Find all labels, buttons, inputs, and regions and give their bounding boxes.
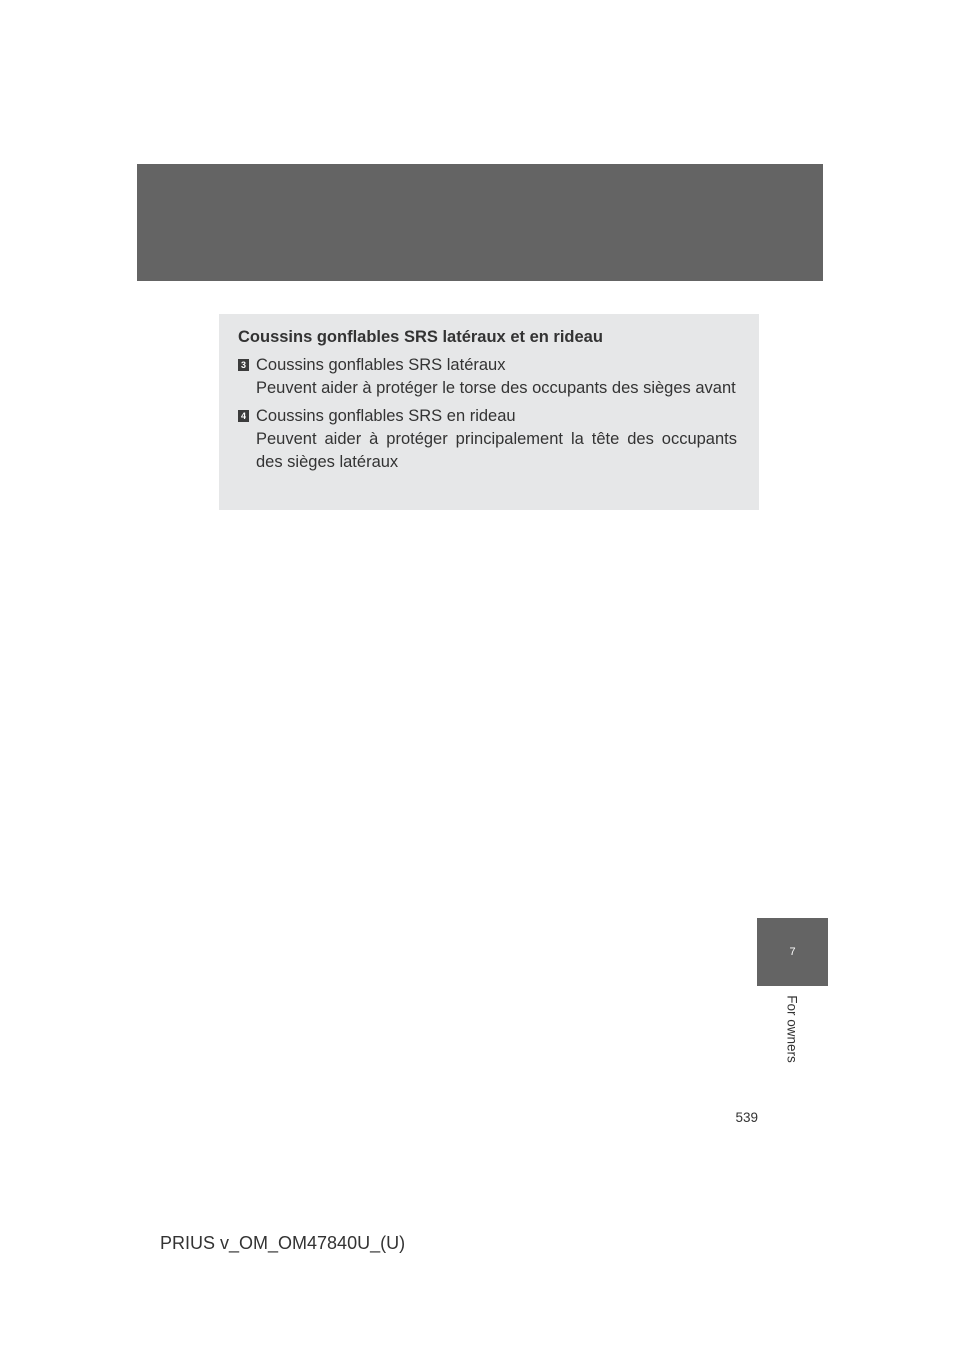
item-number-badge: 3 (238, 359, 249, 371)
chapter-header-band (137, 164, 823, 281)
item-title: Coussins gonflables SRS en rideau (256, 407, 516, 425)
section-label: For owners (784, 995, 800, 1063)
chapter-side-tab (757, 918, 828, 986)
info-box (219, 314, 759, 510)
list-item (238, 405, 737, 474)
page-number: 539 (735, 1110, 758, 1125)
item-number-badge: 4 (238, 410, 249, 422)
item-title: Coussins gonflables SRS latéraux (256, 356, 506, 374)
chapter-number: 7 (789, 946, 796, 958)
item-description: Peuvent aider à protéger principalement la tête des occupants des sièges latéraux (256, 430, 737, 471)
document-code: PRIUS v_OM_OM47840U_(U) (160, 1233, 406, 1253)
list-item (238, 354, 737, 400)
item-description: Peuvent aider à protéger le torse des occupants des sièges avant (256, 379, 736, 397)
info-box-title: Coussins gonflables SRS latéraux et en rideau (238, 328, 603, 346)
